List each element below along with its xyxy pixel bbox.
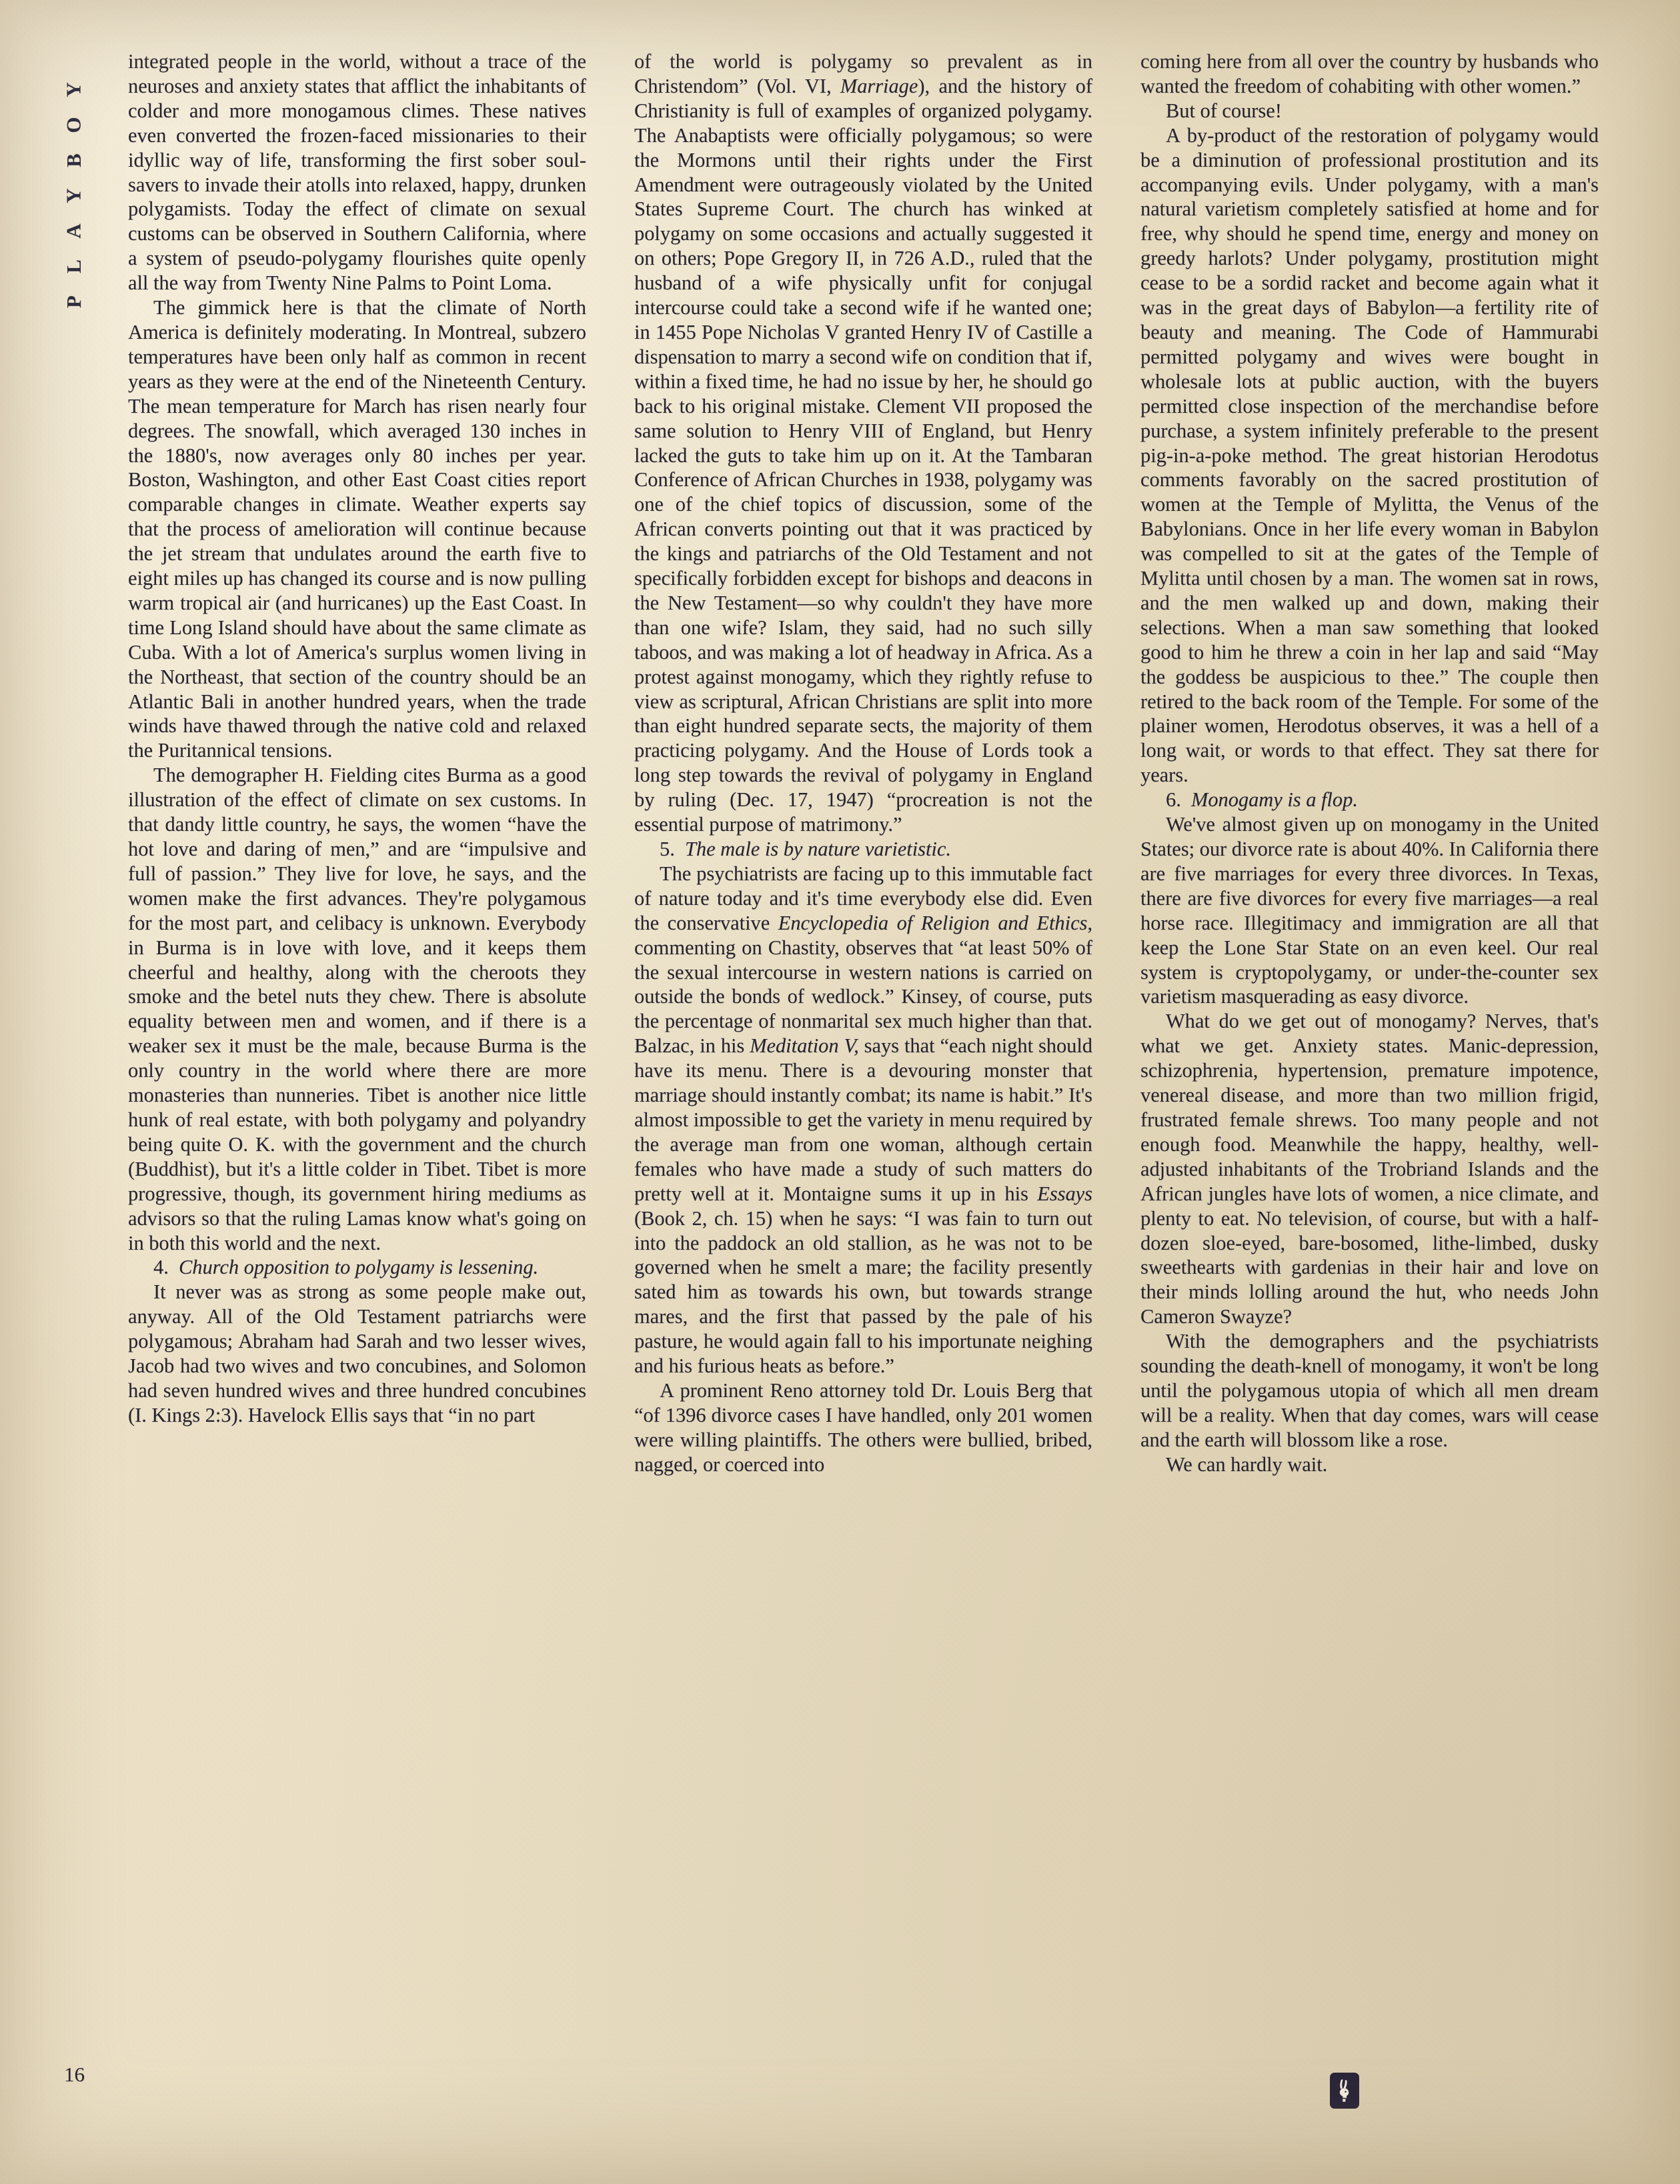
paragraph: integrated people in the world, without a trace of the neuroses and anxiety states that afflict the inhabitants of colder and more monogamous climes. These natives even converted the frozen-faced missionaries to their idyllic way of life, transforming the first sober soul-savers to invade their atolls into relaxed, happy, drunken polygamists. Today the effect of climate on sexual customs can be observed in Southern California, where a system of pseudo-polygamy flourishes quite openly all the way from Twenty Nine Palms to Point Loma. [128, 50, 586, 295]
italic-title: Encyclopedia of Religion and Ethics, [778, 911, 1092, 934]
italic-title: Meditation V, [750, 1034, 859, 1058]
section-heading-5 [634, 837, 1092, 862]
paragraph: What do we get out of monogamy? Nerves, that's what we get. Anxiety states. Manic-depression, schizophrenia, hypertension, premature impotence, venereal disease, and more than two million frigid, frustrated female shrews. Too many people and not enough food. Meanwhile the happy, healthy, well-adjusted inhabitants of the Trobriand Islands and the African jungles have lots of women, a nice climate, and plenty to eat. No television, of course, but with a half-dozen sloe-eyed, bare-bosomed, lithe-limbed, dusky sweethearts with gardenias in their hair and love on their minds lolling around the hut, who needs John Cameron Swayze? [1140, 1010, 1599, 1328]
section-heading-4 [128, 1255, 586, 1280]
runhead-letter: O [61, 117, 85, 133]
paragraph: The demographer H. Fielding cites Burma as a good illustration of the effect of climate on sex customs. In that dandy little country, he says, the women “have the hot love and daring of men,” and are “impulsive and full of passion.” They live for love, he says, and the women make the first advances. They're polygamous for the most part, and celibacy is unknown. Everybody in Burma is in love with love, and it keeps them cheerful and healthy, along with the cheroots they smoke and the betel nuts they chew. There is absolute equality between men and women, and if there is a weaker sex it must be the male, because Burma is the only country in the world where there are more monasteries than nunneries. Tibet is another nice little hunk of real estate, with both polygamy and polyandry being quite O. K. with the government and the church (Buddhist), but it's a little colder in Tibet. Tibet is more progressive, though, its government hiring mediums as advisors so that the ruling Lamas know what's going on in both this world and the next. [128, 764, 586, 1254]
paragraph: The gimmick here is that the climate of North America is definitely moderating. In Montreal, subzero temperatures have been only half as common in recent years as they were at the end of the Nineteenth Century. The mean temperature for March has risen nearly four degrees. The snowfall, which averaged 130 inches in the 1880's, now averages only 80 inches per year. Boston, Washington, and other East Coast cities report comparable changes in climate. Weather experts say that the process of amelioration will continue because the jet stream that undulates around the earth five to eight miles up has changed its course and is now pulling warm tropical air (and hurricanes) up the East Coast. In time Long Island should have about the same climate as Cuba. With a lot of America's surplus women living in the Northeast, that section of the country should be an Atlantic Bali in another hundred years, when the trade winds have thawed through the native cold and relaxed the Puritannical tensions. [128, 296, 586, 762]
running-head-playboy [52, 32, 95, 312]
playboy-rabbit-head-icon [1330, 2073, 1359, 2109]
section-title: Monogamy is a flop. [1191, 788, 1358, 812]
runhead-letter: Y [61, 188, 85, 203]
paragraph: A by-product of the restoration of polygamy would be a diminution of professional prostitution and its accompanying evils. Under polygamy, with a man's natural varietism completely satisfied at home and for free, why should he spend time, energy and money on greedy harlots? Under polygamy, prostitution might cease to be a sordid racket and become again what it was in the great days of Babylon—a fertility rite of beauty and meaning. The Code of Hammurabi permitted polygamy and wives were bought in wholesale lots at public auction, with the buyers permitted close inspection of the merchandise before purchase, a system infinitely preferable to the present pig-in-a-poke method. The great historian Herodotus comments favorably on the sacred prostitution of women at the Temple of Mylitta, the Venus of the Babylonians. Once in her life every woman in Babylon was compelled to sit at the gates of the Temple of Mylitta until chosen by a man. The women sat in rows, and the men walked up and down, making their selections. When a man saw something that looked good to him he threw a coin in her lap and said “May the goddess be auspicious to thee.” The couple then retired to the back room of the Temple. For some of the plainer women, Herodotus observes, it was a hell of a long wait, or words to that effect. They sat there for years. [1140, 123, 1599, 787]
paragraph: of the world is polygamy so prevalent as in Christendom” (Vol. VI, Marriage), and the history of Christianity is full of examples of organized polygamy. The Anabaptists were officially polygamous; so were the Mormons until their rights under the First Amendment were outrageously violated by the United States Supreme Court. The church has winked at polygamy on some occasions and actually suggested it on others; Pope Gregory II, in 726 A.D., ruled that the husband of a wife physically unfit for conjugal intercourse could take a second wife if he wanted one; in 1455 Pope Nicholas V granted Henry IV of Castille a dispensation to marry a second wife on condition that if, within a fixed time, he had no issue by her, he should go back to his original mistake. Clement VII proposed the same solution to Henry VIII of England, but Henry lacked the guts to take him up on it. At the Tambaran Conference of African Churches in 1938, polygamy was one of the chief topics of discussion, some of the African converts pointing out that it was practiced by the kings and patriarchs of the Old Testament and not specifically forbidden except for bishops and deacons in the New Testament—so why couldn't they have more than one wife? Islam, they said, had no such silly taboos, and was making a lot of headway in Africa. As a protest against monogamy, which they rightly refuse to view as scriptural, African Christians are split into more than eight hundred separate sects, the majority of them practicing polygamy. And the House of Lords took a long step towards the revival of polygamy in England by ruling (Dec. 17, 1947) “procreation is not the essential purpose of matrimony.” [634, 50, 1092, 836]
italic-title: Essays [1037, 1182, 1092, 1205]
article-column-3 [1140, 49, 1599, 2057]
section-number: 6. [1166, 788, 1181, 812]
runhead-letter: Y [61, 82, 85, 97]
article-columns [128, 49, 1599, 2057]
runhead-letter: B [61, 153, 85, 167]
section-title: Church opposition to polygamy is lessening. [179, 1256, 539, 1279]
section-number: 4. [153, 1256, 169, 1279]
section-heading-6 [1140, 788, 1599, 812]
paragraph: We've almost given up on monogamy in the United States; our divorce rate is about 40%. In California there are five marriages for every three divorces. In Texas, there are five divorces for every five marriages—a real horse race. Illegitimacy and immigration are all that keep the Lone Star State on an even keel. Our real system is cryptopolygamy, or under-the-counter sex varietism masquerading as easy divorce. [1140, 813, 1599, 1008]
runhead-letter: P [61, 295, 85, 308]
article-column-1 [128, 49, 586, 2057]
section-number: 5. [660, 838, 675, 860]
runhead-letter: A [61, 223, 85, 239]
paragraph: A prominent Reno attorney told Dr. Louis Berg that “of 1396 divorce cases I have handled, only 201 women were willing plaintiffs. The others were bullied, bribed, nagged, or coerced into [634, 1378, 1092, 1476]
runhead-letter: L [61, 259, 85, 273]
paragraph: It never was as strong as some people make out, anyway. All of the Old Testament patriarchs were polygamous; Abraham had Sarah and two lesser wives, Jacob had two wives and two concubines, and Solomon had seven hundred wives and three hundred concubines (I. Kings 2:3). Havelock Ellis says that “in no part [128, 1280, 586, 1426]
italic-title: Marriage [840, 74, 918, 97]
paragraph: But of course! [1166, 99, 1282, 122]
paragraph: The psychiatrists are facing up to this immutable fact of nature today and it's time everybody else did. Even the conservative Encyclopedia of Religion and Ethics, commenting on Chastity, observes that “at least 50% of the sexual intercourse in western nations is carried on outside the bonds of wedlock.” Kinsey, of course, puts the percentage of nonmarital sex much higher than that. Balzac, in his Meditation V, says that “each night should have its menu. There is a devouring monster that marriage should instantly combat; its name is habit.” It's almost impossible to get the variety in menu required by the average man from one woman, although certain females who have made a study of such matters do pretty well at it. Montaigne sums it up in his Essays (Book 2, ch. 15) when he says: “I was fain to turn out into the paddock an old stallion, as he was not to be governed when he smelt a mare; the facility presently sated him as towards his own, but towards strange mares, and the first that passed by the pale of his pasture, he would again fall to his importunate neighing and his furious heats as before.” [634, 862, 1092, 1378]
paragraph: We can hardly wait. [1166, 1452, 1328, 1476]
article-column-2 [634, 49, 1092, 2057]
page-number: 16 [64, 2063, 85, 2086]
paragraph: coming here from all over the country by husbands who wanted the freedom of cohabiting with other women.” [1140, 50, 1599, 97]
section-title: The male is by nature varietistic. [685, 838, 951, 860]
paragraph: With the demographers and the psychiatrists sounding the death-knell of monogamy, it won't be long until the polygamous utopia of which all men dream will be a reality. When that day comes, wars will cease and the earth will blossom like a rose. [1140, 1330, 1599, 1451]
